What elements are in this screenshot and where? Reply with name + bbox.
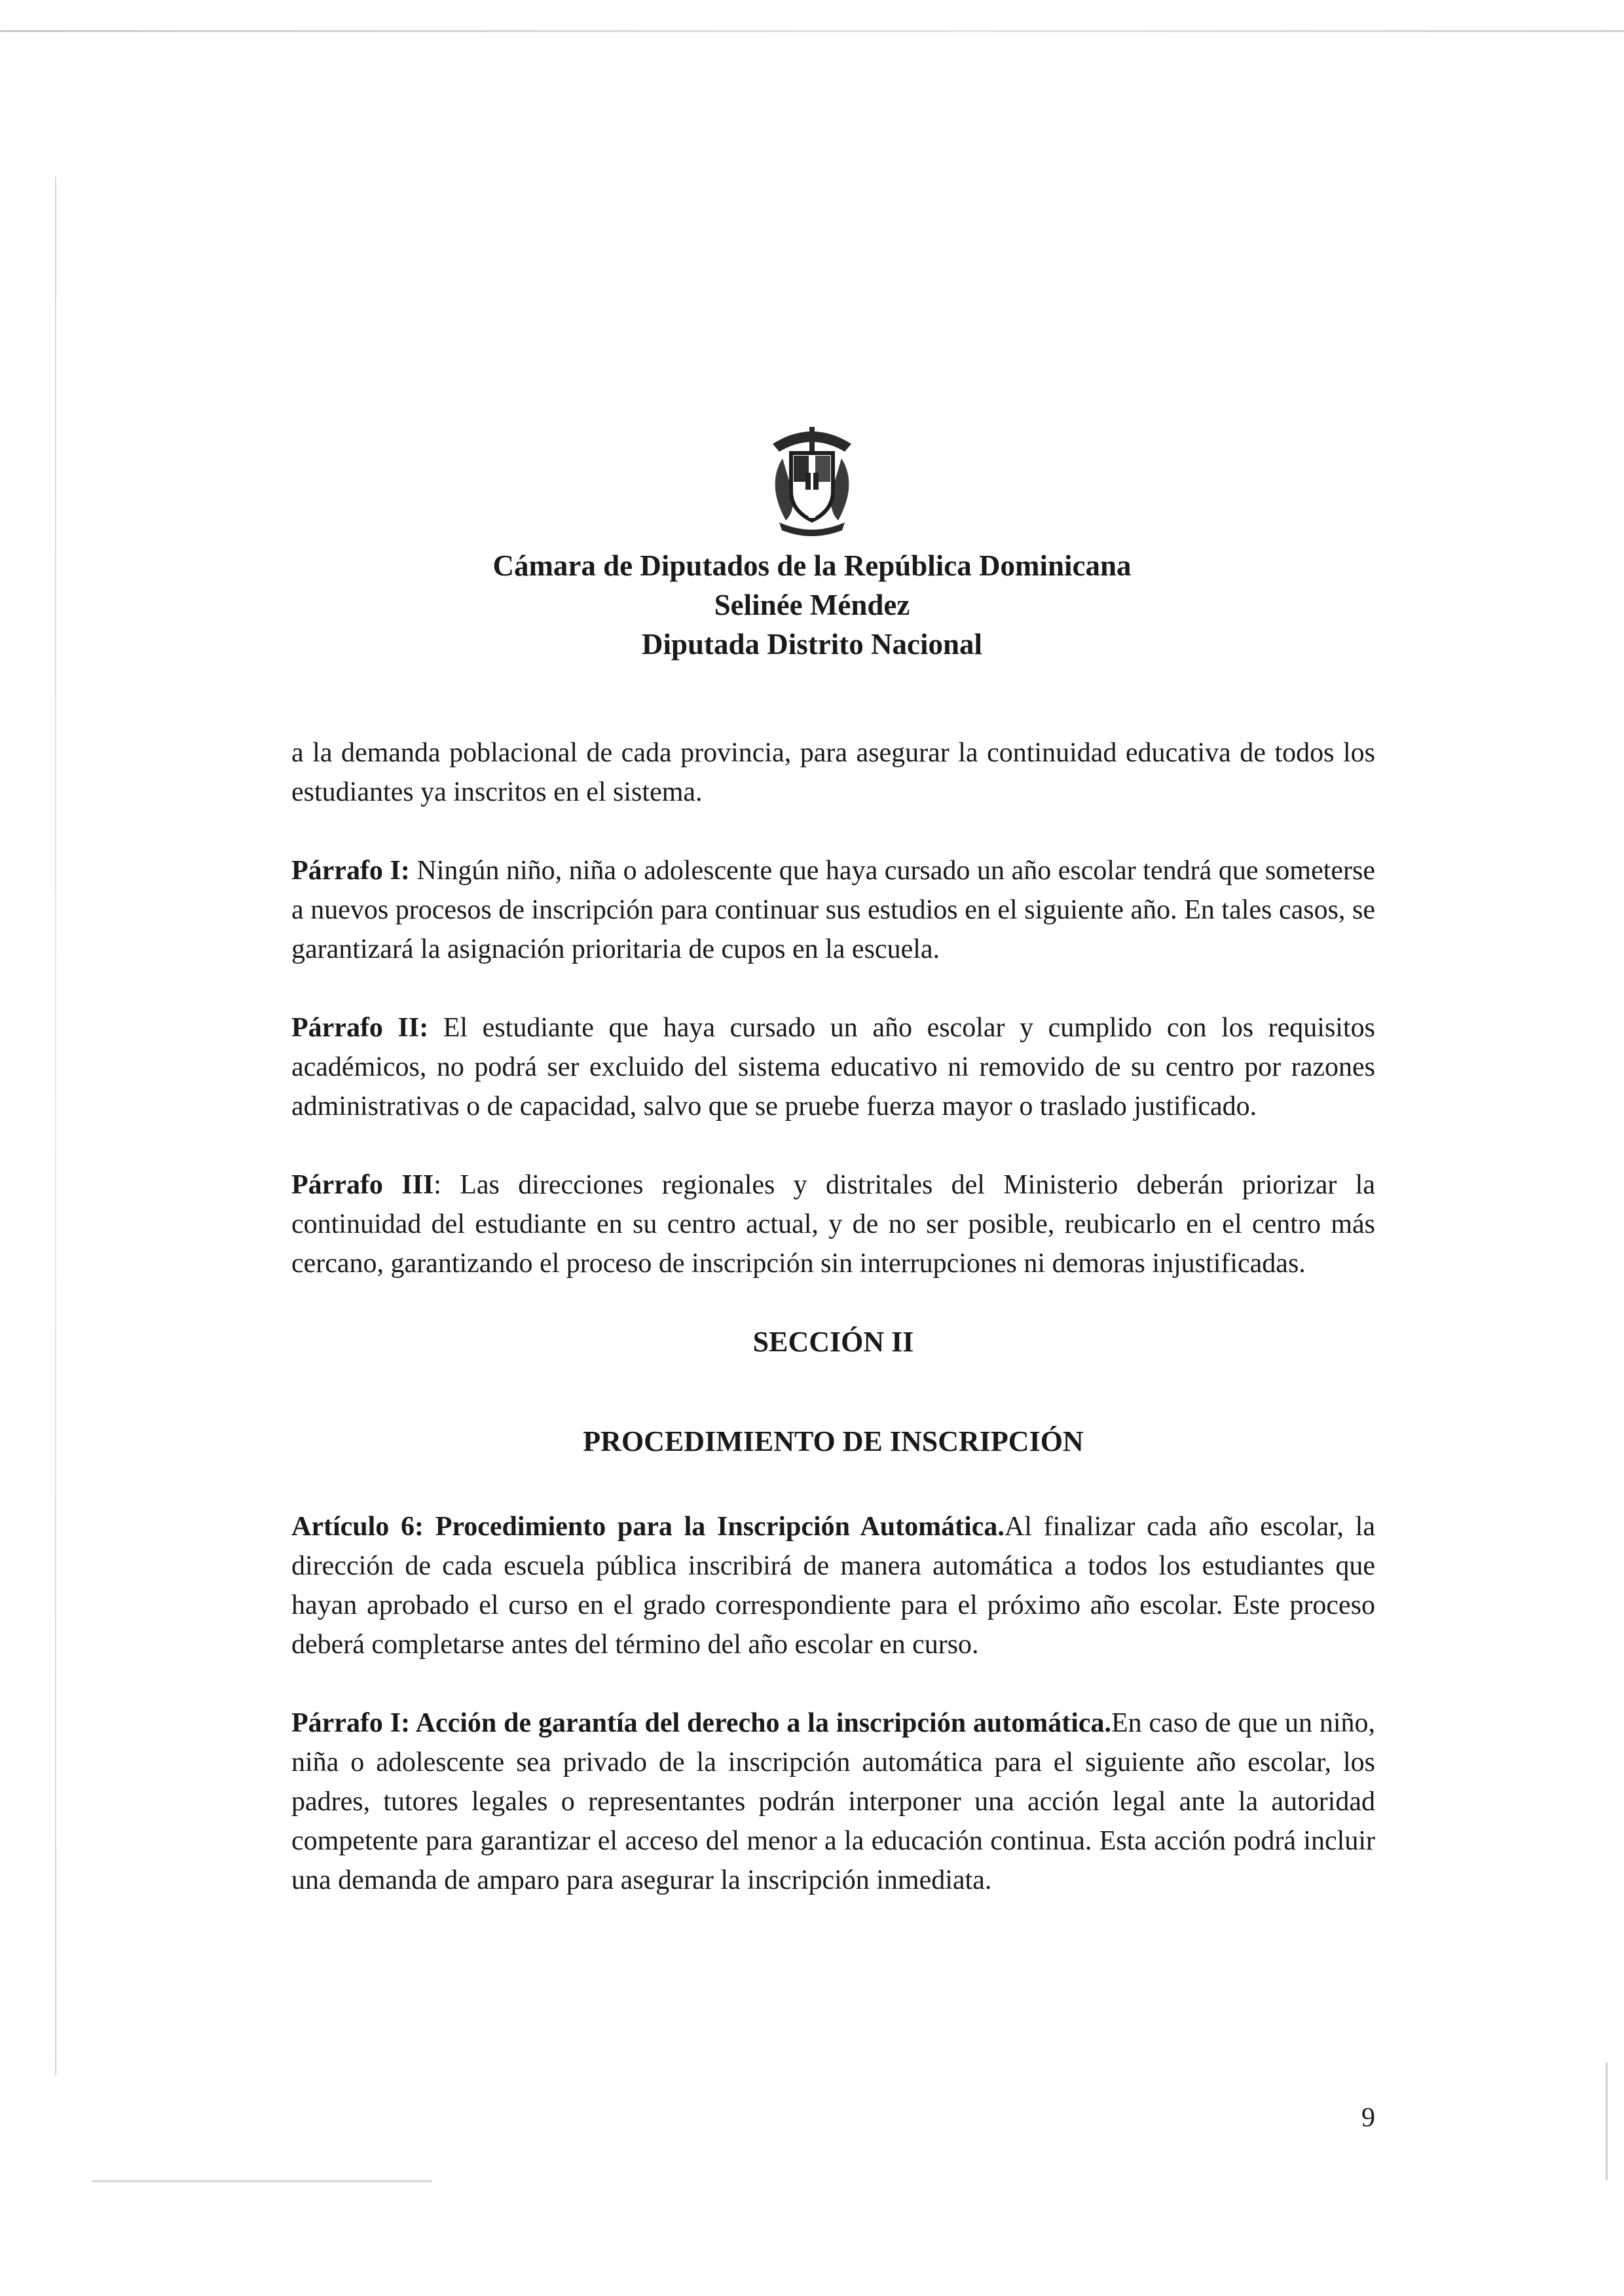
article-6-label: Artículo 6: Procedimiento para la Inscripción Automática. xyxy=(291,1512,1005,1542)
article-6-paragraph-1-label: Párrafo I: Acción de garantía del derecho a la inscripción automática. xyxy=(291,1708,1112,1738)
paragraph-1-label: Párrafo I: xyxy=(291,856,410,886)
section-number: SECCIÓN II xyxy=(752,1326,914,1358)
paragraph-3 xyxy=(291,1165,1375,1283)
scan-edge-right xyxy=(1606,2062,1608,2180)
page-number: 9 xyxy=(1361,2103,1375,2133)
institution-name: Cámara de Diputados de la República Dominicana xyxy=(492,549,1132,582)
article-6-text: Al finalizar cada año escolar, la dirección de cada escuela pública inscribirá de manera automática a todos los estudiantes que hayan aprobado el curso en el grado correspondiente para el próximo año escolar. Este proceso deberá completarse antes del término del año escolar en curso. xyxy=(291,1512,1375,1660)
paragraph-2 xyxy=(291,1008,1375,1126)
paragraph-2-text: El estudiante que haya cursado un año escolar y cumplido con los requisitos académicos, no podrá ser excluido del sistema educativo ni removido de su centro por razones administrativas o de capacidad, salvo que se pruebe fuerza mayor o traslado justificado. xyxy=(291,1013,1375,1121)
scan-edge-top xyxy=(0,30,1624,32)
paragraph-1-text: Ningún niño, niña o adolescente que haya cursado un año escolar tendrá que someterse a nuevos procesos de inscripción para continuar sus estudios en el siguiente año. En tales casos, se garantizará la asignación prioritaria de cupos en la escuela. xyxy=(291,856,1375,964)
paragraph-1 xyxy=(291,851,1375,969)
coat-of-arms-icon xyxy=(747,412,877,543)
paragraph-2-label: Párrafo II: xyxy=(291,1013,429,1043)
article-6-paragraph-1-text: En caso de que un niño, niña o adolescente sea privado de la inscripción automática para el siguiente año escolar, los padres, tutores legales o representantes podrán interponer una acción legal ante la autoridad competente para garantizar el acceso del menor a la educación continua. Esta acción podrá incluir una demanda de amparo para asegurar la inscripción inmediata. xyxy=(291,1708,1375,1895)
article-6-paragraph-1 xyxy=(291,1704,1375,1900)
section-title: PROCEDIMIENTO DE INSCRIPCIÓN xyxy=(583,1425,1084,1457)
letterhead xyxy=(0,412,1624,664)
paragraph-3-text: : Las direcciones regionales y distritales del Ministerio deberán priorizar la continuidad del estudiante en su centro actual, y de no ser posible, reubicarlo en el centro más cercano, garantizando el proceso de inscripción sin interrupciones ni demoras injustificadas. xyxy=(291,1170,1375,1279)
document-body xyxy=(291,733,1375,1939)
scan-edge-bottom xyxy=(92,2180,432,2182)
deputy-name: Selinée Méndez xyxy=(714,589,910,621)
deputy-position: Diputada Distrito Nacional xyxy=(641,628,983,661)
intro-paragraph: a la demanda poblacional de cada provincia, para asegurar la continuidad educativa de todos los estudiantes ya inscritos en el sistema. xyxy=(291,738,1375,807)
paragraph-3-label: Párrafo III xyxy=(291,1170,434,1200)
article-6 xyxy=(291,1507,1375,1664)
